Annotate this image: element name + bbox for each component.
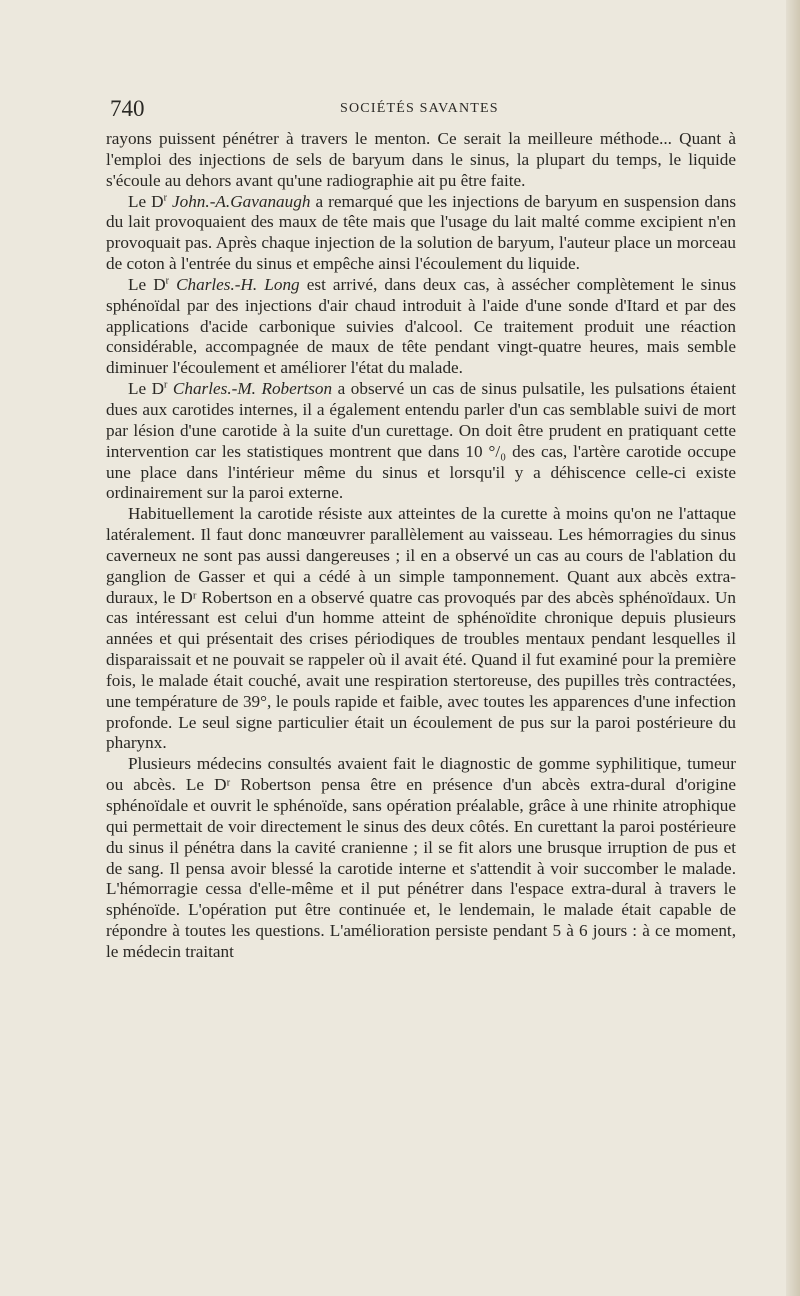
doctor-superscript: r	[164, 379, 168, 391]
paragraph-text: rayons puissent pénétrer à travers le menton. Ce serait la meilleure méthode... Quant à l'emploi des injections de sels de baryum dans le sinus, la plupart du temps, le liquide s'écoule au dehors avant qu'une radiographie ait pu être faite.	[106, 129, 736, 190]
doctor-superscript: r	[163, 191, 167, 203]
paragraph-1	[106, 129, 736, 192]
paragraph-text: Habituellement la carotide résiste aux atteintes de la curette à moins qu'on ne l'attaque latéralement. Il faut donc manœuvrer parallèlement au vaisseau. Les hémorragies du sinus caverneux ne sont pas aussi dangereuses ; il en a observé un cas au cours de l'ablation du ganglion de Gasser et qui a cédé à un simple tamponnement. Quant aux abcès extra-duraux, le Dʳ Robertson en a observé quatre cas provoqués par des abcès sphénoïdaux. Un cas intéressant est celui d'un homme atteint de sphénoïdite chronique depuis plusieurs années et qui présentait des crises périodiques de troubles mentaux pendant lesquelles il disparaissait et ne pouvait se rappeler où il avait été. Quand il fut examiné pour la première fois, le malade était couché, avait une respiration stertoreuse, des pupilles très contractées, une température de 39°, le pouls rapide et faible, avec toutes les apparences d'une infection profonde. Le seul signe particulier était un écoulement de pus sur la paroi postérieure du pharynx.	[106, 504, 736, 753]
paragraph-2	[106, 192, 736, 275]
paragraph-text: Plusieurs médecins consultés avaient fait le diagnostic de gomme syphilitique, tumeur ou abcès. Le Dʳ Robertson pensa être en présence d'un abcès extra-dural d'origine sphénoïdale et ouvrit le sphénoïde, sans opération préalable, grâce à une rhinite atrophique qui permettait de voir directement le sinus des deux côtés. En curettant la paroi postérieure du sinus il pénétra dans la cavité cranienne ; il se fit alors une brusque irruption de pus et de sang. Il pensa avoir blessé la carotide interne et s'attendit à voir succomber le malade. L'hémorragie cessa d'elle-même et il put pénétrer dans l'espace extra-dural à travers le sphénoïde. L'opération put être continuée et, le lendemain, le malade était capable de répondre à toutes les questions. L'amélioration persiste pendant 5 à 6 jours : à ce moment, le médecin traitant	[106, 754, 736, 961]
paragraph-text: a observé un cas de sinus pulsatile, les pulsations étaient dues aux carotides internes, il a également entendu parler d'un cas semblable suivi de mort par lésion d'une carotide à la suite d'un curettage. On doit être prudent en pratiquant cette intervention car les statistiques montrent que dans 10 °/₀ des cas, l'artère carotide occupe une place dans l'intérieur même du sinus et lorsqu'il y a déhiscence celle-ci existe ordinairement sur la paroi externe.	[106, 379, 737, 503]
paragraph-text: a remarqué que les injections de baryum en suspension dans du lait provoquaient des maux de tête mais que l'usage du lait malté comme excipient n'en provoquait pas. Après chaque injection de la solution de baryum, l'auteur place un morceau de coton à l'entrée du sinus et empêche ainsi l'écoulement du liquide.	[106, 191, 737, 274]
paragraph-3	[106, 275, 736, 379]
running-title: SOCIÉTÉS SAVANTES	[340, 101, 499, 116]
paragraph-text: est arrivé, dans deux cas, à assécher complètement le sinus sphénoïdal par des injections d'air chaud introduit à l'aide d'une sonde d'Itard et par des applications d'acide carbonique suivies d'alcool. Ce traitement produit une réaction considérable, accompagnée de maux de tête pendant vingt-quatre heures, mais semble diminuer l'écoulement et améliorer l'état du malade.	[106, 274, 737, 378]
paragraph-4	[106, 379, 736, 504]
page-number: 740	[110, 96, 145, 121]
paragraph-lead: Le D	[128, 379, 165, 399]
doctor-superscript: r	[165, 275, 169, 287]
author-name: Charles.-H. Long	[176, 274, 300, 294]
paragraph-6	[106, 754, 736, 962]
paragraph-5	[106, 504, 736, 754]
page-header	[0, 96, 800, 126]
body-text	[106, 129, 736, 963]
page-edge-shadow	[786, 0, 800, 1296]
author-name: John.-A.Gavanaugh	[171, 191, 311, 211]
author-name: Charles.-M. Robertson	[172, 379, 333, 399]
paragraph-lead: Le D	[128, 274, 166, 294]
paragraph-lead: Le D	[128, 191, 164, 211]
